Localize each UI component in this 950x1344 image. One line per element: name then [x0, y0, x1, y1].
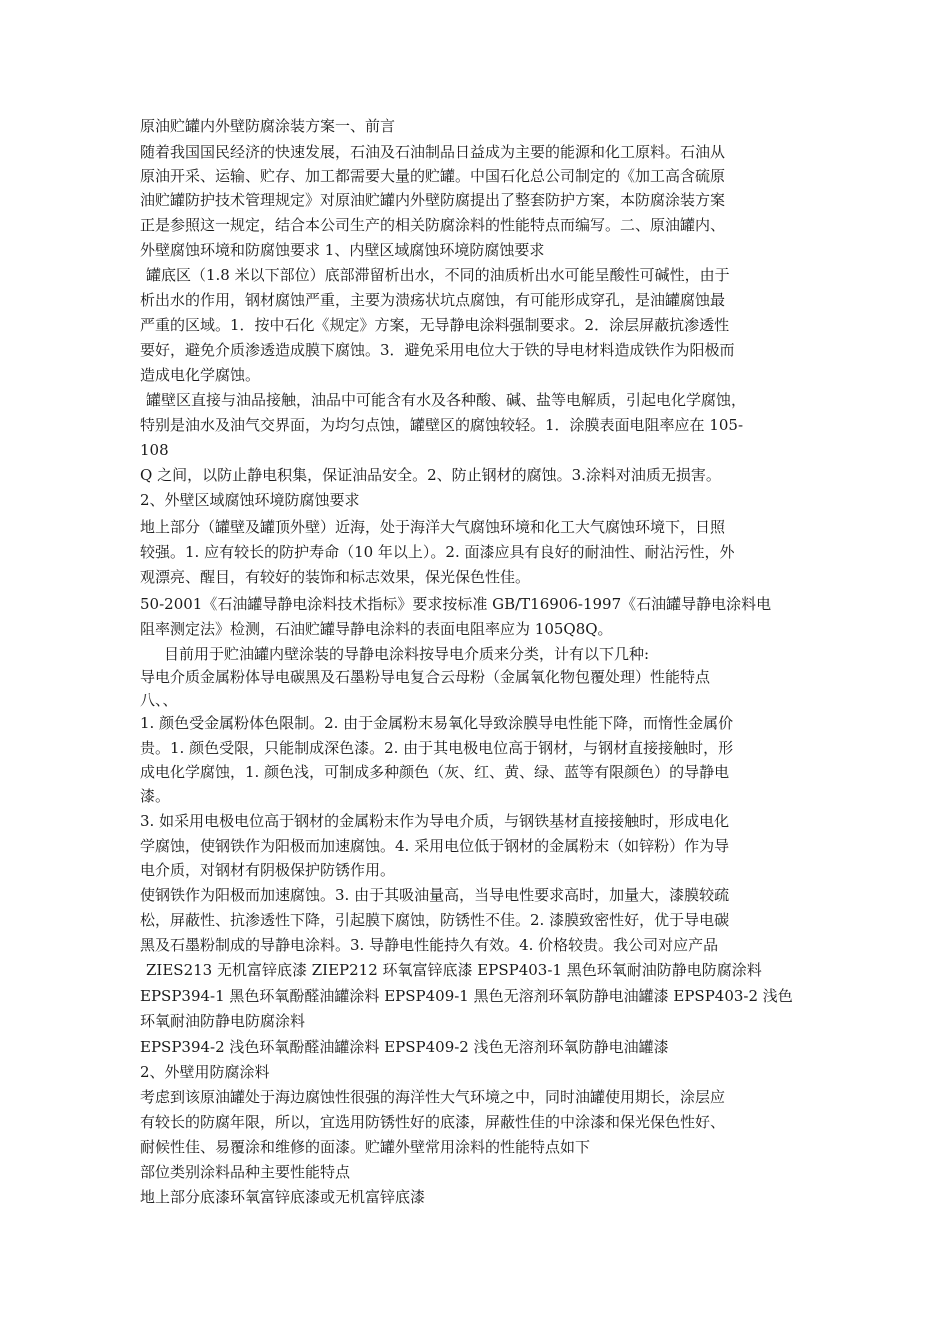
- text-line: 考虑到该原油罐处于海边腐蚀性很强的海洋性大气环境之中，同时油罐使用期长，涂层应: [140, 1088, 726, 1106]
- text-line: 贵。1. 颜色受限，只能制成深色漆。2. 由于其电极电位高于钢材，与钢材直接接触时，形: [140, 739, 734, 757]
- text-line: 正是参照这一规定，结合本公司生产的相关防腐涂料的性能特点而编写。二、原油罐内、: [140, 216, 726, 234]
- text-line: 部位类别涂料品种主要性能特点: [140, 1163, 351, 1181]
- text-line: 1. 颜色受金属粉体色限制。2. 由于金属粉末易氧化导致涂膜导电性能下降，而惰性金属价: [140, 714, 734, 732]
- text-line: 耐候性佳、易覆涂和维修的面漆。贮罐外壁常用涂料的性能特点如下: [140, 1138, 591, 1156]
- text-line: 原油开采、运输、贮存、加工都需要大量的贮罐。中国石化总公司制定的《加工高含硫原: [140, 167, 726, 185]
- text-line: 造成电化学腐蚀。: [140, 366, 261, 384]
- text-line: 罐底区（1.8 米以下部位）底部滞留析出水，不同的油质析出水可能呈酸性可碱性，由于: [146, 266, 730, 284]
- text-line: 地上部分（罐壁及罐顶外壁）近海，处于海洋大气腐蚀环境和化工大气腐蚀环境下，日照: [140, 518, 726, 536]
- section-heading: 2、外壁区域腐蚀环境防腐蚀要求: [140, 491, 360, 509]
- text-line: 特别是油水及油气交界面，为均匀点蚀，罐壁区的腐蚀较轻。1．涂膜表面电阻率应在 105-: [140, 416, 744, 434]
- text-line: Q 之间，以防止静电积集，保证油品安全。2、防止钢材的腐蚀。3.涂料对油质无损害。: [140, 466, 721, 484]
- text-line: 随着我国国民经济的快速发展，石油及石油制品日益成为主要的能源和化工原料。石油从: [140, 143, 726, 161]
- text-line: 阻率测定法》检测，石油贮罐导静电涂料的表面电阻率应为 105Q8Q。: [140, 620, 613, 638]
- text-line: 3. 如采用电极电位高于钢材的金属粉末作为导电介质，与钢铁基材直接接触时，形成电化: [140, 812, 730, 830]
- text-line: 罐壁区直接与油品接触，油品中可能含有水及各种酸、碱、盐等电解质，引起电化学腐蚀，: [146, 391, 747, 409]
- text-line: 观漂亮、醒目，有较好的装饰和标志效果，保光保色性佳。: [140, 568, 531, 586]
- text-line: 108: [140, 441, 169, 459]
- text-line: 黑及石墨粉制成的导静电涂料。3. 导静电性能持久有效。4. 价格较贵。我公司对应产品: [140, 936, 719, 954]
- text-line: 成电化学腐蚀，1. 颜色浅，可制成多种颜色（灰、红、黄、绿、蓝等有限颜色）的导静电: [140, 763, 730, 781]
- text-line: 导电介质金属粉体导电碳黑及石墨粉导电复合云母粉（金属氧化物包覆处理）性能特点: [140, 668, 711, 686]
- text-line: 松，屏蔽性、抗渗透性下降，引起膜下腐蚀，防锈性不佳。2. 漆膜致密性好，优于导电碳: [140, 911, 730, 929]
- text-line: 学腐蚀，使钢铁作为阳极而加速腐蚀。4. 采用电位低于钢材的金属粉末（如锌粉）作为导: [140, 837, 730, 855]
- text-line: 较强。1. 应有较长的防护寿命（10 年以上）。2. 面漆应具有良好的耐油性、耐沾污性，外: [140, 543, 735, 561]
- text-line: 电介质，对钢材有阴极保护防锈作用。: [140, 861, 396, 879]
- text-line: EPSP394-1 黑色环氧酚醛油罐涂料 EPSP409-1 黑色无溶剂环氧防静电油罐漆 EPSP403-2 浅色: [140, 987, 793, 1005]
- text-line: 环氧耐油防静电防腐涂料: [140, 1012, 306, 1030]
- text-line: ZIES213 无机富锌底漆 ZIEP212 环氧富锌底漆 EPSP403-1 黑色环氧耐油防静电防腐涂料: [146, 961, 762, 979]
- text-line: 漆。: [140, 787, 171, 805]
- text-line: 50-2001《石油罐导静电涂料技术指标》要求按标准 GB/T16906-1997《石油罐导静电涂料电: [140, 595, 772, 613]
- text-line: 油贮罐防护技术管理规定》对原油贮罐内外壁防腐提出了整套防护方案，本防腐涂装方案: [140, 191, 726, 209]
- text-line: 析出水的作用，钢材腐蚀严重，主要为溃疡状坑点腐蚀，有可能形成穿孔，是油罐腐蚀最: [140, 291, 726, 309]
- text-line: 严重的区域。1．按中石化《规定》方案，无导静电涂料强制要求。2．涂层屏蔽抗渗透性: [140, 316, 730, 334]
- text-line: 地上部分底漆环氧富锌底漆或无机富锌底漆: [140, 1188, 426, 1206]
- text-line: 使钢铁作为阳极而加速腐蚀。3. 由于其吸油量高，当导电性要求高时，加量大，漆膜较疏: [140, 886, 730, 904]
- text-line: 有较长的防腐年限，所以，宜选用防锈性好的底漆，屏蔽性佳的中涂漆和保光保色性好、: [140, 1113, 726, 1131]
- document-title-line: 原油贮罐内外壁防腐涂装方案一、前言: [140, 117, 396, 135]
- section-heading: 2、外壁用防腐涂料: [140, 1063, 270, 1081]
- text-line: 八、、: [140, 691, 178, 709]
- text-line: EPSP394-2 浅色环氧酚醛油罐涂料 EPSP409-2 浅色无溶剂环氧防静电油罐漆: [140, 1038, 669, 1056]
- text-line: 外壁腐蚀环境和防腐蚀要求 1、内壁区域腐蚀环境防腐蚀要求: [140, 241, 545, 259]
- text-line: 要好，避免介质渗透造成膜下腐蚀。3．避免采用电位大于铁的导电材料造成铁作为阳极而: [140, 341, 735, 359]
- text-line: 目前用于贮油罐内壁涂装的导静电涂料按导电介质来分类，计有以下几种:: [164, 645, 650, 663]
